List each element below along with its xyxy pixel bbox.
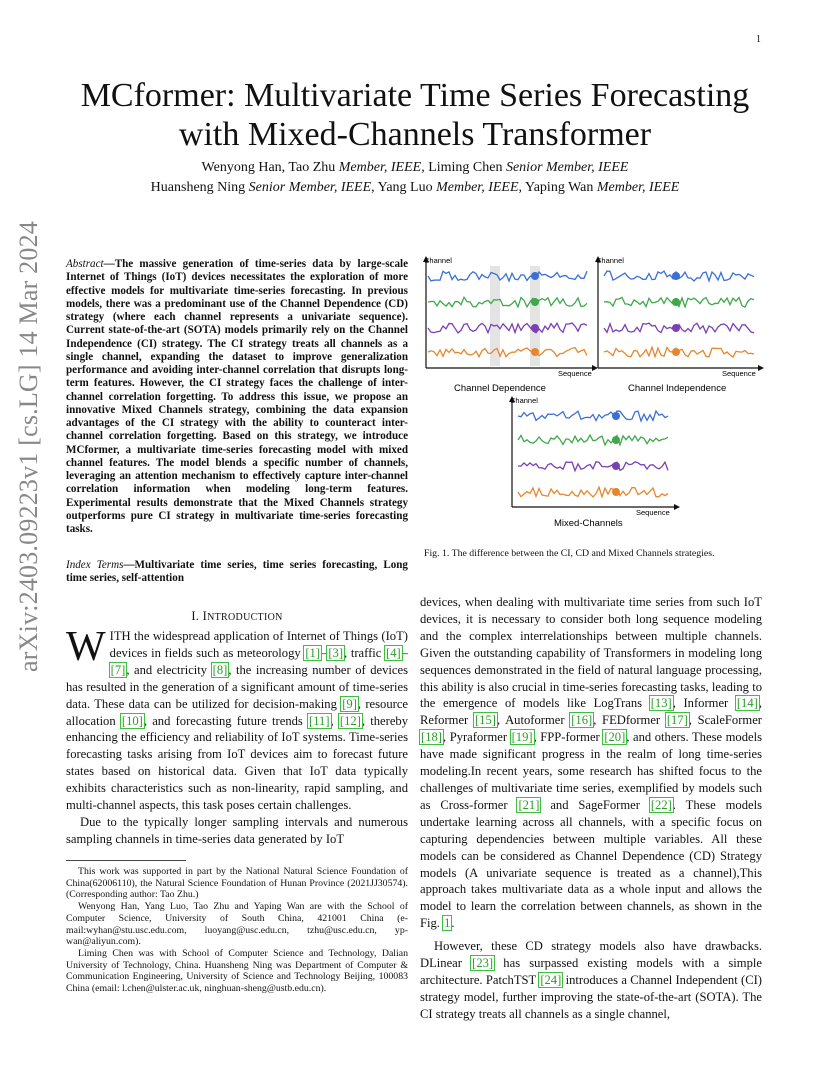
citation-link[interactable]: [11] — [309, 713, 330, 728]
authors-line2-part: Member, IEEE — [596, 180, 680, 195]
author-list — [60, 158, 770, 198]
citation-link[interactable]: [8] — [212, 662, 228, 677]
authors-line1-part: Senior Member, IEEE — [505, 160, 629, 175]
panel-mixed-channels — [509, 396, 680, 529]
citation-link[interactable]: [4] — [386, 645, 401, 660]
authors-line1-part: Wenyong Han, Tao Zhu — [201, 160, 339, 175]
text-run: – — [321, 645, 328, 660]
cd-series-line — [428, 348, 587, 357]
page-number: 1 — [756, 34, 761, 45]
citation-link[interactable]: [21] — [518, 797, 540, 812]
abstract — [66, 258, 408, 536]
ci-title: Channel Independence — [628, 383, 727, 394]
cd-axis-sequence: Sequence — [558, 369, 592, 378]
text-run: , FEDformer — [593, 713, 666, 728]
citation-link[interactable]: [18] — [421, 730, 442, 745]
citation-link[interactable]: [12] — [339, 713, 361, 728]
section-heading — [66, 609, 408, 624]
intro-paragraph-1 — [66, 624, 409, 814]
citation-link[interactable]: [23] — [472, 956, 494, 971]
text-run: introduces a Channel Independent (CI) strategy model, further improving the state-of-the-art (SOTA). The CI strategy treats all channels as a single channel, — [420, 972, 762, 1021]
right-paragraph-2 — [420, 938, 762, 1023]
text-run: , and forecasting future trends — [143, 713, 309, 728]
citation-link[interactable]: [15] — [474, 713, 496, 728]
right-paragraph-1 — [420, 594, 762, 932]
cd-series-line — [428, 323, 587, 333]
text-run: , FPP-former — [533, 730, 604, 745]
mc-token-dot — [612, 436, 620, 444]
authors-line2-part: Member, IEEE — [436, 180, 519, 195]
text-run: has surpassed existing models with a simple architecture. PatchTST — [420, 956, 762, 987]
text-run: , ScaleFormer — [688, 713, 762, 728]
text-run: , Reformer — [420, 696, 762, 728]
citation-link[interactable]: [7] — [110, 662, 126, 677]
citation-link[interactable]: [22] — [650, 797, 672, 812]
text-run: and SageFormer — [540, 797, 650, 812]
paper-title — [60, 76, 770, 154]
footnote-affiliation-1: Wenyong Han, Yang Luo, Tao Zhu and Yaping Wan are with the School of Computer Science, University of South China, 421001 China (e-mail:wyhan@stu.usc.edu.com, luoyang@usc.edu.cn, tzhu@usc.edu.cn, yp-wan@aliyun.com). — [66, 901, 408, 948]
footnote-funding: This work was supported in part by the National Natural Science Foundation of China(62006110), the Natural Science Foundation of Hunan Province (2021JJ30574). (Corresponding author: Tao Zhu.) — [66, 866, 408, 901]
citation-link[interactable]: [20] — [604, 730, 626, 745]
mc-token-dot — [612, 462, 620, 470]
text-run: , Autoformer — [496, 713, 571, 728]
text-run: – — [401, 645, 409, 660]
cd-x-arrow — [592, 365, 598, 371]
footnote-rule — [66, 860, 186, 861]
authors-line1-part: Member, IEEE — [338, 160, 422, 175]
text-run: , traffic — [344, 645, 386, 660]
authors-line2-part: , Yang Luo — [371, 180, 437, 195]
index-terms — [66, 559, 408, 586]
ci-token-dot — [672, 272, 680, 280]
mc-x-arrow — [674, 504, 680, 510]
authors-line-2 — [60, 178, 770, 198]
citation-link[interactable]: [13] — [650, 696, 672, 711]
cd-series-line — [428, 271, 587, 281]
intro-paragraph-1-text — [66, 624, 409, 813]
citation-link[interactable]: 1 — [444, 916, 451, 931]
mc-axis-channel: Channel — [510, 396, 538, 405]
footnote-affiliation-2: Liming Chen was with School of Computer Science and Technology, Dalian University of Technology, China. Huansheng Ning was Department of Computer & Communication Engineering, University of Science and Technology Beijing, 100083 China (email: l.chen@ulster.ac.uk, ninghuan-sheng@ustb.edu.cn). — [66, 947, 408, 995]
cd-title: Channel Dependence — [454, 383, 546, 394]
citation-link[interactable]: [19] — [511, 730, 533, 745]
text-run: , resource allocation — [66, 696, 409, 728]
citation-link[interactable]: [16] — [571, 713, 593, 728]
text-run: , — [330, 713, 339, 728]
text-run: However, these CD strategy models also have drawbacks. DLinear — [420, 939, 762, 971]
mc-title: Mixed-Channels — [554, 518, 623, 529]
cd-series-line — [428, 297, 587, 307]
cd-axis-channel: Channel — [424, 256, 452, 265]
authors-line1-part: , Liming Chen — [421, 160, 506, 175]
text-run: , and electricity — [126, 662, 212, 677]
text-run: , and others. These models have made significant progress in the realm of long time-series modeling.In recent years, some research has shifted focus to the challenges of multivariate time series, exemplified by models such as Cross-former — [420, 730, 762, 812]
ci-token-dot — [672, 348, 680, 356]
text-run: . These models undertake learning across all channels, with a specific focus on capturing dependencies between multiple variables. All these models can be considered as Channel Dependence (CD) Strategy models (A univariate sequence is treated as a channel),This approach takes multivariate data as a whole input and allows the model to learn the correlation between channels, as shown in the Fig. — [420, 797, 762, 931]
text-run: ITH the widespread application of Internet of Things (IoT) devices in fields such as meteorology — [109, 629, 408, 660]
text-run: , the increasing number of devices has resulted in the generation of a significant amount of time-series data. These data can be utilized for decision-making — [66, 662, 408, 711]
panel-channel-independence — [595, 256, 764, 394]
figure-1-strategies-diagram — [420, 252, 765, 537]
citation-link[interactable]: [10] — [121, 713, 143, 728]
index-terms-label: Index Terms — [66, 559, 124, 571]
index-terms-text: —Multivariate time series, time series forecasting, Long time series, self-attention — [66, 559, 408, 585]
citation-link[interactable]: [1] — [305, 645, 321, 660]
citation-link[interactable]: [17] — [666, 713, 688, 728]
mc-token-dot — [612, 488, 620, 496]
text-run: , Pyraformer — [442, 730, 511, 745]
ci-token-dot — [672, 298, 680, 306]
text-run: . — [451, 916, 455, 931]
cd-token-dot — [531, 348, 539, 356]
mc-series-line — [518, 411, 668, 421]
figure-caption: Fig. 1. The difference between the CI, CD and Mixed Channels strategies. — [424, 548, 715, 559]
citation-link[interactable]: [24] — [540, 972, 562, 987]
arxiv-identifier: arXiv:2403.09223v1 [cs.LG] 14 Mar 2024 — [14, 221, 43, 672]
citation-link[interactable]: [9] — [342, 696, 357, 711]
cd-token-dot — [531, 272, 539, 280]
abstract-text: —The massive generation of time-series data by large-scale Internet of Things (IoT) devices necessitates the exploration of more effective models for multivariate time-series forecasting. In previous models, there was a predominant use of the Channel Dependence (CD) strategy (where each channel represents a univariate sequence). Current state-of-the-art (SOTA) models primarily rely on the Channel Independence (CI) strategy. The CI strategy treats all channels as a single channel, expanding the dataset to improve generalization performance and avoiding inter-channel correlation that disrupts long-term features. However, the CI strategy faces the challenge of inter-channel correlation forgetting. To address this issue, we propose an innovative Mixed Channels strategy, combining the data expansion advantages of the CI strategy with the ability to counteract inter-channel correlation forgetting. Based on this strategy, we introduce MCformer, a multivariate time-series forecasting model with mixed channel features. The model blends a specific number of channels, leveraging an attention mechanism to effectively capture inter-channel correlation information when modeling long-term features. Experimental results demonstrate that the Mixed Channels strategy outperforms pure CI strategy in multivariate time-series forecasting tasks. — [66, 258, 408, 535]
mc-token-dot — [612, 412, 620, 420]
authors-line2-part: Huansheng Ning — [150, 180, 249, 195]
cd-token-dot — [531, 298, 539, 306]
abstract-label: Abstract — [66, 258, 104, 270]
drop-cap: W — [66, 624, 106, 670]
title-line-2: with Mixed-Channels Transformer — [178, 116, 652, 153]
citation-link[interactable]: [3] — [328, 645, 344, 660]
mc-series-line — [518, 487, 668, 497]
section-title: I. INTRODUCTION — [191, 609, 283, 623]
panel-channel-dependence — [423, 256, 598, 394]
right-column-text — [420, 594, 762, 1023]
authors-line-1 — [60, 158, 770, 178]
footnotes — [66, 866, 408, 995]
introduction-text — [66, 624, 409, 860]
authors-line2-part: , Yaping Wan — [518, 180, 597, 195]
ci-x-arrow — [758, 365, 764, 371]
mc-series-line — [518, 435, 668, 445]
cd-token-dot — [531, 324, 539, 332]
mc-axis-sequence: Sequence — [636, 508, 670, 517]
mc-series-line — [518, 462, 668, 471]
citation-link[interactable]: [14] — [736, 696, 758, 711]
ci-axis-channel: Channel — [596, 256, 624, 265]
authors-line2-part: Senior Member, IEEE — [248, 180, 372, 195]
ci-axis-sequence: Sequence — [722, 369, 756, 378]
ci-token-dot — [672, 324, 680, 332]
intro-paragraph-2: Due to the typically longer sampling intervals and numerous sampling channels in time-series data generated by IoT — [66, 814, 408, 846]
title-line-1: MCformer: Multivariate Time Series Forecasting — [80, 77, 750, 114]
text-run: devices, when dealing with multivariate time series from such IoT devices, it is necessary to consider both long sequence modeling and the complex interrelationships between multiple channels. Given the outstanding capability of Transformers in modeling long sequences demonstrated in the field of natural language processing, this ability is also crucial in time-series forecasting tasks, leading to the emergence of models like LogTrans — [420, 595, 762, 711]
text-run: , Informer — [672, 696, 736, 711]
text-run: , thereby enhancing the efficiency and reliability of IoT systems. Time-series forecasting tasks arising from IoT devices aim to forecast future states based on historical data. Given that IoT data typically exhibits characteristics such as non-linearity, rapid sampling, and multi-channel aspects, this task poses certain challenges. — [66, 713, 409, 813]
